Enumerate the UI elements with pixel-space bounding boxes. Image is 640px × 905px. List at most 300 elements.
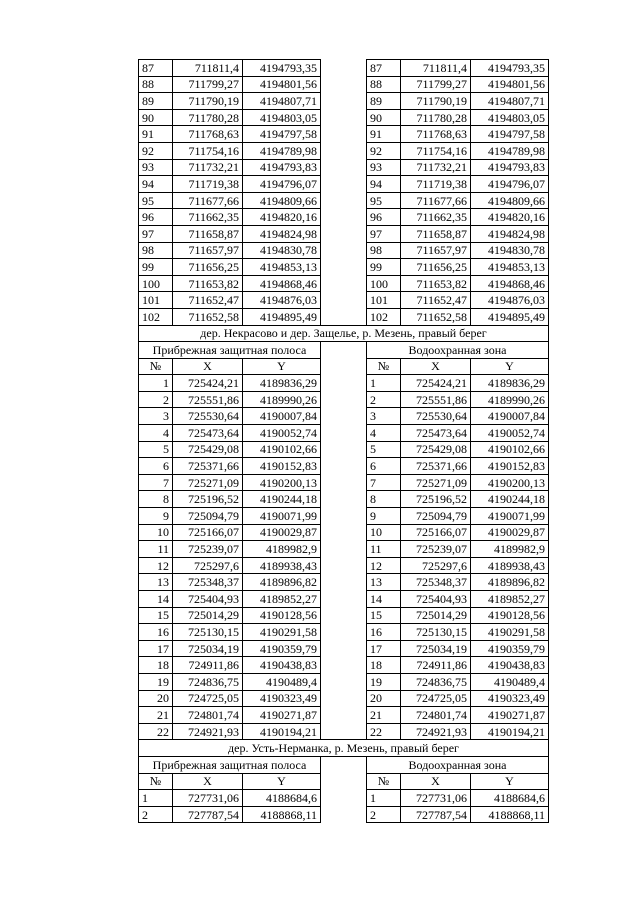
y-coordinate: 4190200,13 — [243, 474, 321, 491]
x-coordinate: 727731,06 — [401, 790, 471, 807]
y-coordinate: 4189990,26 — [471, 391, 549, 408]
point-number: 15 — [139, 607, 173, 624]
table-row — [139, 375, 549, 392]
column-gap — [321, 707, 367, 724]
x-coordinate: 727787,54 — [401, 806, 471, 823]
point-number: 18 — [139, 657, 173, 674]
column-gap — [321, 259, 367, 276]
point-number: 90 — [139, 109, 173, 126]
table-row — [139, 225, 549, 242]
y-coordinate: 4188684,6 — [243, 790, 321, 807]
y-coordinate: 4189896,82 — [471, 574, 549, 591]
y-column-header: Y — [243, 773, 321, 790]
point-number: 92 — [367, 142, 401, 159]
point-number: 4 — [367, 425, 401, 442]
x-coordinate: 725034,19 — [173, 640, 243, 657]
coordinates-table-body — [139, 60, 549, 823]
point-number: 91 — [367, 126, 401, 143]
point-number: 11 — [139, 541, 173, 558]
point-number: 2 — [139, 391, 173, 408]
y-coordinate: 4194876,03 — [471, 292, 549, 309]
column-gap — [321, 242, 367, 259]
y-coordinate: 4190152,83 — [471, 458, 549, 475]
x-coordinate: 711811,4 — [401, 60, 471, 77]
number-column-header: № — [367, 773, 401, 790]
water-protection-zone-header: Водоохранная зона — [367, 342, 549, 359]
column-gap — [321, 159, 367, 176]
x-coordinate: 711677,66 — [401, 192, 471, 209]
table-row — [139, 640, 549, 657]
point-number: 21 — [139, 707, 173, 724]
column-gap — [321, 690, 367, 707]
x-coordinate: 725348,37 — [173, 574, 243, 591]
point-number: 22 — [367, 723, 401, 740]
table-row — [139, 76, 549, 93]
y-column-header: Y — [243, 358, 321, 375]
table-row — [139, 391, 549, 408]
y-coordinate: 4190052,74 — [471, 425, 549, 442]
point-number: 98 — [139, 242, 173, 259]
y-coordinate: 4190271,87 — [243, 707, 321, 724]
table-row — [139, 441, 549, 458]
y-coordinate: 4190102,66 — [243, 441, 321, 458]
point-number: 5 — [367, 441, 401, 458]
y-coordinate: 4190438,83 — [471, 657, 549, 674]
y-coordinate: 4188868,11 — [471, 806, 549, 823]
column-gap — [321, 640, 367, 657]
x-coordinate: 711768,63 — [401, 126, 471, 143]
y-coordinate: 4190359,79 — [471, 640, 549, 657]
x-coordinate: 711677,66 — [173, 192, 243, 209]
point-number: 88 — [367, 76, 401, 93]
column-gap — [321, 574, 367, 591]
table-row — [139, 408, 549, 425]
x-coordinate: 711799,27 — [401, 76, 471, 93]
table-row — [139, 574, 549, 591]
table-row — [139, 458, 549, 475]
table-row — [139, 723, 549, 740]
table-row — [139, 275, 549, 292]
table-row — [139, 425, 549, 442]
table-row — [139, 142, 549, 159]
y-coordinate: 4190489,4 — [243, 673, 321, 690]
table-row — [139, 790, 549, 807]
x-coordinate: 725014,29 — [173, 607, 243, 624]
x-coordinate: 711732,21 — [173, 159, 243, 176]
x-coordinate: 727787,54 — [173, 806, 243, 823]
x-coordinate: 711653,82 — [173, 275, 243, 292]
x-coordinate: 711652,47 — [173, 292, 243, 309]
x-coordinate: 711780,28 — [401, 109, 471, 126]
point-number: 8 — [367, 491, 401, 508]
table-row — [139, 209, 549, 226]
point-number: 95 — [139, 192, 173, 209]
y-coordinate: 4190244,18 — [471, 491, 549, 508]
y-coordinate: 4190102,66 — [471, 441, 549, 458]
x-coordinate: 711657,97 — [401, 242, 471, 259]
x-coordinate: 725348,37 — [401, 574, 471, 591]
column-gap — [321, 358, 367, 375]
point-number: 87 — [367, 60, 401, 77]
point-number: 89 — [367, 93, 401, 110]
point-number: 22 — [139, 723, 173, 740]
table-row — [139, 524, 549, 541]
y-coordinate: 4194895,49 — [471, 308, 549, 325]
point-number: 96 — [367, 209, 401, 226]
coordinates-table — [138, 59, 549, 823]
column-gap — [321, 524, 367, 541]
x-coordinate: 724911,86 — [401, 657, 471, 674]
column-gap — [321, 275, 367, 292]
y-coordinate: 4189836,29 — [471, 375, 549, 392]
column-gap — [321, 391, 367, 408]
table-row — [139, 60, 549, 77]
x-coordinate: 725473,64 — [401, 425, 471, 442]
point-number: 17 — [139, 640, 173, 657]
x-coordinate: 711790,19 — [173, 93, 243, 110]
point-number: 19 — [139, 673, 173, 690]
y-coordinate: 4194820,16 — [243, 209, 321, 226]
y-coordinate: 4189852,27 — [243, 591, 321, 608]
x-coordinate: 711658,87 — [173, 225, 243, 242]
table-row — [139, 93, 549, 110]
section-title-row — [139, 325, 549, 342]
point-number: 101 — [367, 292, 401, 309]
y-coordinate: 4190128,56 — [243, 607, 321, 624]
y-coordinate: 4190200,13 — [471, 474, 549, 491]
point-number: 97 — [139, 225, 173, 242]
point-number: 100 — [367, 275, 401, 292]
y-coordinate: 4190007,84 — [471, 408, 549, 425]
x-coordinate: 725404,93 — [401, 591, 471, 608]
point-number: 16 — [139, 624, 173, 641]
y-coordinate: 4194868,46 — [243, 275, 321, 292]
y-coordinate: 4194789,98 — [471, 142, 549, 159]
y-coordinate: 4194801,56 — [471, 76, 549, 93]
point-number: 16 — [367, 624, 401, 641]
y-coordinate: 4194807,71 — [471, 93, 549, 110]
column-gap — [321, 607, 367, 624]
point-number: 19 — [367, 673, 401, 690]
point-number: 1 — [139, 790, 173, 807]
point-number: 90 — [367, 109, 401, 126]
x-coordinate: 725130,15 — [173, 624, 243, 641]
x-coordinate: 711652,47 — [401, 292, 471, 309]
x-coordinate: 711652,58 — [401, 308, 471, 325]
table-row — [139, 607, 549, 624]
column-gap — [321, 60, 367, 77]
x-coordinate: 711780,28 — [173, 109, 243, 126]
point-number: 8 — [139, 491, 173, 508]
x-coordinate: 725473,64 — [173, 425, 243, 442]
y-coordinate: 4189896,82 — [243, 574, 321, 591]
table-row — [139, 557, 549, 574]
point-number: 89 — [139, 93, 173, 110]
y-coordinate: 4194824,98 — [243, 225, 321, 242]
point-number: 93 — [367, 159, 401, 176]
x-coordinate: 724921,93 — [173, 723, 243, 740]
section-title: дер. Усть-Нерманка, р. Мезень, правый берег — [139, 740, 549, 757]
column-gap — [321, 458, 367, 475]
y-coordinate: 4194895,49 — [243, 308, 321, 325]
y-coordinate: 4190489,4 — [471, 673, 549, 690]
y-coordinate: 4194853,13 — [243, 259, 321, 276]
x-coordinate: 724911,86 — [173, 657, 243, 674]
column-gap — [321, 474, 367, 491]
y-coordinate: 4189982,9 — [243, 541, 321, 558]
point-number: 17 — [367, 640, 401, 657]
table-row — [139, 707, 549, 724]
y-coordinate: 4190071,99 — [471, 508, 549, 525]
y-coordinate: 4194876,03 — [243, 292, 321, 309]
point-number: 5 — [139, 441, 173, 458]
y-coordinate: 4194796,07 — [243, 176, 321, 193]
table-row — [139, 541, 549, 558]
column-gap — [321, 342, 367, 359]
x-coordinate: 725239,07 — [173, 541, 243, 558]
x-coordinate: 725034,19 — [401, 640, 471, 657]
column-gap — [321, 308, 367, 325]
x-coordinate: 725371,66 — [401, 458, 471, 475]
point-number: 7 — [367, 474, 401, 491]
column-gap — [321, 192, 367, 209]
column-gap — [321, 425, 367, 442]
water-protection-zone-header: Водоохранная зона — [367, 756, 549, 773]
y-coordinate: 4194793,35 — [471, 60, 549, 77]
x-coordinate: 711790,19 — [401, 93, 471, 110]
x-coordinate: 711719,38 — [401, 176, 471, 193]
point-number: 13 — [139, 574, 173, 591]
table-row — [139, 673, 549, 690]
y-coordinate: 4194820,16 — [471, 209, 549, 226]
y-coordinate: 4194803,05 — [243, 109, 321, 126]
x-column-header: X — [401, 358, 471, 375]
number-column-header: № — [367, 358, 401, 375]
y-coordinate: 4190323,49 — [243, 690, 321, 707]
y-coordinate: 4194793,83 — [243, 159, 321, 176]
y-coordinate: 4190438,83 — [243, 657, 321, 674]
table-row — [139, 292, 549, 309]
x-coordinate: 725239,07 — [401, 541, 471, 558]
point-number: 18 — [367, 657, 401, 674]
table-row — [139, 491, 549, 508]
y-coordinate: 4190152,83 — [243, 458, 321, 475]
y-coordinate: 4189938,43 — [471, 557, 549, 574]
x-coordinate: 725196,52 — [401, 491, 471, 508]
table-row — [139, 109, 549, 126]
x-coordinate: 725166,07 — [173, 524, 243, 541]
column-gap — [321, 508, 367, 525]
table-row — [139, 259, 549, 276]
column-gap — [321, 673, 367, 690]
x-coordinate: 724836,75 — [173, 673, 243, 690]
column-gap — [321, 176, 367, 193]
point-number: 102 — [139, 308, 173, 325]
x-coordinate: 711768,63 — [173, 126, 243, 143]
y-column-header: Y — [471, 358, 549, 375]
column-gap — [321, 491, 367, 508]
point-number: 11 — [367, 541, 401, 558]
column-gap — [321, 76, 367, 93]
point-number: 102 — [367, 308, 401, 325]
y-coordinate: 4194830,78 — [471, 242, 549, 259]
point-number: 94 — [139, 176, 173, 193]
point-number: 7 — [139, 474, 173, 491]
x-coordinate: 711657,97 — [173, 242, 243, 259]
table-row — [139, 192, 549, 209]
y-coordinate: 4194830,78 — [243, 242, 321, 259]
y-coordinate: 4194809,66 — [471, 192, 549, 209]
column-gap — [321, 657, 367, 674]
x-coordinate: 724921,93 — [401, 723, 471, 740]
point-number: 88 — [139, 76, 173, 93]
column-gap — [321, 109, 367, 126]
point-number: 14 — [367, 591, 401, 608]
y-coordinate: 4194809,66 — [243, 192, 321, 209]
point-number: 10 — [367, 524, 401, 541]
x-coordinate: 711732,21 — [401, 159, 471, 176]
x-coordinate: 724801,74 — [401, 707, 471, 724]
point-number: 95 — [367, 192, 401, 209]
point-number: 15 — [367, 607, 401, 624]
x-coordinate: 725166,07 — [401, 524, 471, 541]
x-coordinate: 711658,87 — [401, 225, 471, 242]
y-coordinate: 4189852,27 — [471, 591, 549, 608]
column-gap — [321, 624, 367, 641]
table-row — [139, 308, 549, 325]
x-coordinate: 725371,66 — [173, 458, 243, 475]
y-coordinate: 4194793,35 — [243, 60, 321, 77]
column-gap — [321, 723, 367, 740]
y-coordinate: 4190359,79 — [243, 640, 321, 657]
y-coordinate: 4194796,07 — [471, 176, 549, 193]
point-number: 99 — [367, 259, 401, 276]
x-coordinate: 725404,93 — [173, 591, 243, 608]
point-number: 1 — [367, 375, 401, 392]
y-coordinate: 4194803,05 — [471, 109, 549, 126]
point-number: 9 — [139, 508, 173, 525]
y-coordinate: 4194824,98 — [471, 225, 549, 242]
y-coordinate: 4194797,58 — [471, 126, 549, 143]
x-coordinate: 725297,6 — [173, 557, 243, 574]
point-number: 92 — [139, 142, 173, 159]
y-coordinate: 4190029,87 — [471, 524, 549, 541]
y-coordinate: 4189990,26 — [243, 391, 321, 408]
point-number: 20 — [367, 690, 401, 707]
y-coordinate: 4190007,84 — [243, 408, 321, 425]
number-column-header: № — [139, 358, 173, 375]
x-coordinate: 725297,6 — [401, 557, 471, 574]
point-number: 3 — [367, 408, 401, 425]
x-coordinate: 725014,29 — [401, 607, 471, 624]
column-gap — [321, 441, 367, 458]
x-coordinate: 725530,64 — [401, 408, 471, 425]
column-gap — [321, 756, 367, 773]
y-coordinate: 4194793,83 — [471, 159, 549, 176]
x-coordinate: 711662,35 — [401, 209, 471, 226]
y-coordinate: 4190194,21 — [471, 723, 549, 740]
x-coordinate: 725271,09 — [401, 474, 471, 491]
table-row — [139, 690, 549, 707]
x-column-header: X — [173, 773, 243, 790]
column-gap — [321, 209, 367, 226]
coastal-protective-strip-header: Прибрежная защитная полоса — [139, 342, 321, 359]
point-number: 98 — [367, 242, 401, 259]
x-coordinate: 724725,05 — [401, 690, 471, 707]
section-title-row — [139, 740, 549, 757]
y-coordinate: 4190052,74 — [243, 425, 321, 442]
column-gap — [321, 541, 367, 558]
x-coordinate: 711656,25 — [173, 259, 243, 276]
column-gap — [321, 773, 367, 790]
column-header-row — [139, 358, 549, 375]
table-row — [139, 242, 549, 259]
table-row — [139, 806, 549, 823]
x-coordinate: 724836,75 — [401, 673, 471, 690]
x-coordinate: 725530,64 — [173, 408, 243, 425]
y-coordinate: 4190244,18 — [243, 491, 321, 508]
column-gap — [321, 375, 367, 392]
x-coordinate: 711754,16 — [173, 142, 243, 159]
y-coordinate: 4190291,58 — [471, 624, 549, 641]
y-coordinate: 4194789,98 — [243, 142, 321, 159]
table-row — [139, 176, 549, 193]
table-row — [139, 624, 549, 641]
x-coordinate: 711652,58 — [173, 308, 243, 325]
x-coordinate: 725429,08 — [401, 441, 471, 458]
x-coordinate: 711656,25 — [401, 259, 471, 276]
column-gap — [321, 591, 367, 608]
x-coordinate: 725429,08 — [173, 441, 243, 458]
section-title: дер. Некрасово и дер. Защелье, р. Мезень, правый берег — [139, 325, 549, 342]
point-number: 10 — [139, 524, 173, 541]
y-coordinate: 4190323,49 — [471, 690, 549, 707]
table-row — [139, 159, 549, 176]
x-coordinate: 727731,06 — [173, 790, 243, 807]
x-column-header: X — [173, 358, 243, 375]
point-number: 97 — [367, 225, 401, 242]
point-number: 1 — [139, 375, 173, 392]
point-number: 6 — [139, 458, 173, 475]
point-number: 21 — [367, 707, 401, 724]
point-number: 4 — [139, 425, 173, 442]
x-coordinate: 725424,21 — [173, 375, 243, 392]
zone-header-row — [139, 756, 549, 773]
coastal-protective-strip-header: Прибрежная защитная полоса — [139, 756, 321, 773]
x-coordinate: 725551,86 — [173, 391, 243, 408]
x-coordinate: 711811,4 — [173, 60, 243, 77]
x-coordinate: 725551,86 — [401, 391, 471, 408]
point-number: 9 — [367, 508, 401, 525]
column-gap — [321, 225, 367, 242]
table-row — [139, 126, 549, 143]
y-coordinate: 4190128,56 — [471, 607, 549, 624]
point-number: 93 — [139, 159, 173, 176]
y-coordinate: 4190029,87 — [243, 524, 321, 541]
y-coordinate: 4194807,71 — [243, 93, 321, 110]
x-coordinate: 725196,52 — [173, 491, 243, 508]
point-number: 2 — [367, 806, 401, 823]
x-coordinate: 725424,21 — [401, 375, 471, 392]
table-row — [139, 591, 549, 608]
x-coordinate: 724725,05 — [173, 690, 243, 707]
point-number: 99 — [139, 259, 173, 276]
table-row — [139, 508, 549, 525]
y-coordinate: 4194853,13 — [471, 259, 549, 276]
point-number: 2 — [367, 391, 401, 408]
point-number: 6 — [367, 458, 401, 475]
y-coordinate: 4194797,58 — [243, 126, 321, 143]
